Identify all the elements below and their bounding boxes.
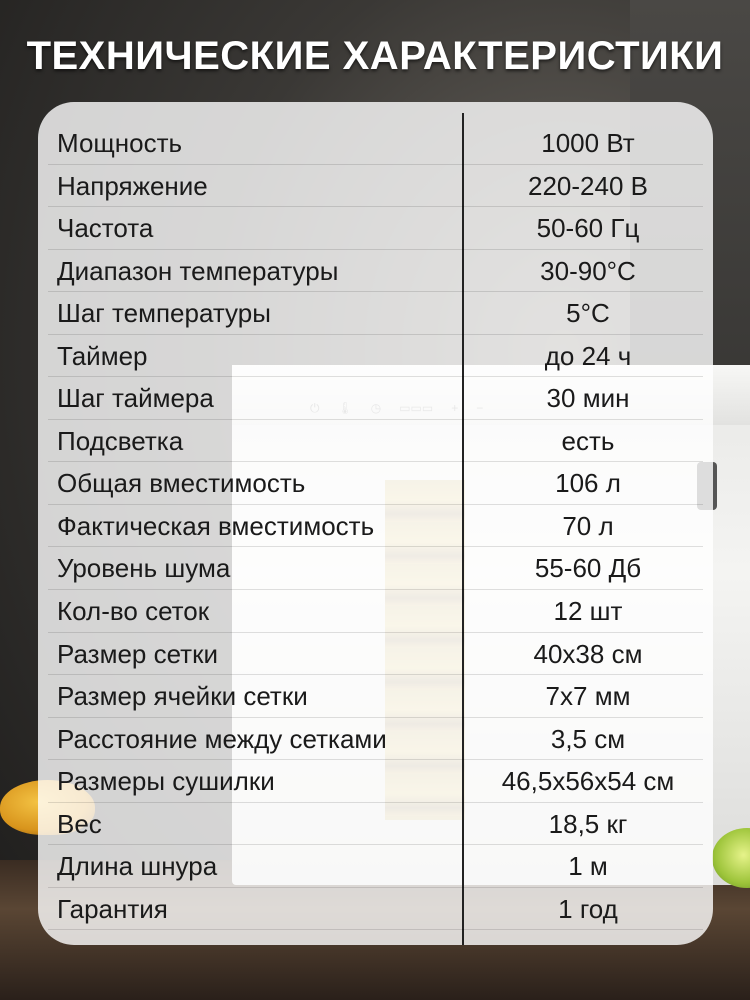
spec-row: [38, 547, 713, 590]
spec-value: 106 л: [555, 468, 621, 499]
spec-label: Размер сетки: [57, 638, 218, 669]
spec-label: Уровень шума: [57, 553, 231, 584]
spec-label: Расстояние между сетками: [57, 723, 387, 754]
spec-value: 30-90°С: [540, 255, 636, 286]
spec-value: есть: [561, 425, 615, 456]
spec-value: до 24 ч: [544, 340, 632, 371]
spec-value: 40х38 см: [533, 638, 643, 669]
spec-row: [38, 462, 713, 505]
spec-label: Вес: [57, 808, 102, 839]
spec-label: Мощность: [57, 128, 183, 158]
spec-value: 12 шт: [553, 596, 623, 627]
spec-row: [38, 718, 713, 761]
spec-row: [38, 760, 713, 803]
spec-row: [38, 335, 713, 378]
spec-label: Размеры сушилки: [57, 766, 275, 797]
spec-value: 7х7 мм: [545, 681, 631, 712]
spec-row: [38, 165, 713, 208]
specs-table: [38, 122, 713, 930]
spec-label: Таймер: [57, 340, 148, 371]
spec-label: Общая вместимость: [57, 468, 306, 499]
spec-label: Напряжение: [57, 170, 208, 201]
spec-value: 30 мин: [546, 383, 630, 414]
spec-value: 1 год: [558, 893, 618, 924]
spec-value: 46,5х56х54 см: [501, 766, 675, 797]
spec-row: [38, 122, 713, 165]
spec-label: Размер ячейки сетки: [57, 681, 308, 712]
spec-value: 220-240 В: [528, 170, 648, 201]
spec-value: 3,5 см: [550, 723, 626, 754]
spec-label: Подсветка: [57, 425, 184, 456]
spec-row: [38, 505, 713, 548]
spec-label: Частота: [57, 213, 154, 244]
spec-value: 18,5 кг: [548, 808, 628, 839]
spec-label: Гарантия: [57, 893, 168, 924]
spec-value: 1 м: [568, 851, 608, 882]
spec-label: Кол-во сеток: [57, 596, 210, 627]
spec-value: 55-60 Дб: [534, 553, 642, 584]
spec-row: [38, 207, 713, 250]
spec-row: [38, 590, 713, 633]
spec-label: Длина шнура: [57, 851, 218, 882]
spec-label: Шаг таймера: [57, 383, 214, 414]
spec-row: [38, 675, 713, 718]
spec-label: Диапазон температуры: [57, 255, 339, 286]
spec-value: 5°С: [566, 298, 610, 329]
spec-row: [38, 888, 713, 931]
spec-label: Фактическая вместимость: [57, 510, 375, 541]
spec-value: 50-60 Гц: [536, 213, 640, 244]
spec-value: 70 л: [562, 510, 614, 541]
page-title: ТЕХНИЧЕСКИЕ ХАРАКТЕРИСТИКИ: [26, 34, 724, 78]
spec-label: Шаг температуры: [57, 298, 271, 329]
spec-row: [38, 845, 713, 888]
spec-row: [38, 420, 713, 463]
spec-value: 1000 Вт: [541, 128, 635, 158]
spec-row: [38, 377, 713, 420]
spec-row: [38, 633, 713, 676]
spec-row: [38, 250, 713, 293]
spec-row: [38, 292, 713, 335]
spec-row: [38, 803, 713, 846]
